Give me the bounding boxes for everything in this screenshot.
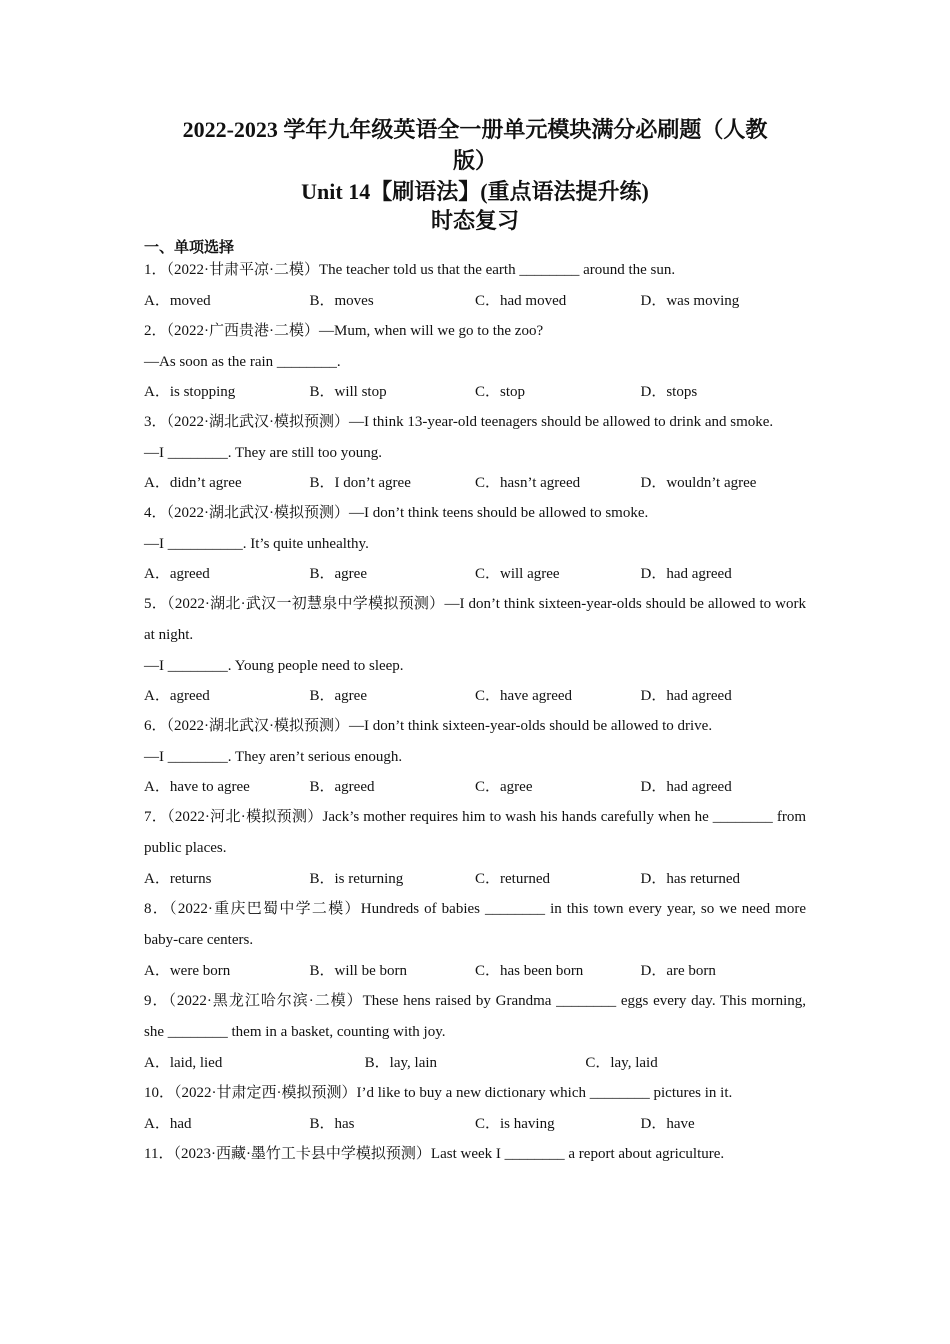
option-b: B．has [309, 1116, 355, 1132]
answer-line: —I __________. It’s quite unhealthy. [144, 536, 369, 552]
option-row [144, 286, 806, 316]
option-a: A．were born [144, 963, 231, 979]
question-stem: 8．（2022·重庆巴蜀中学二模）Hundreds of babies ________ in this town every year, so we need more baby-care centers. [144, 901, 806, 948]
option-a: A．agreed [144, 566, 210, 582]
answer-line: —I ________. They aren’t serious enough. [144, 749, 403, 765]
option-a: A．is stopping [144, 384, 236, 400]
option-b: B．agree [309, 688, 367, 704]
option-d: D．are born [640, 963, 716, 979]
option-a: A．have to agree [144, 779, 250, 795]
question-3 [144, 407, 806, 498]
section-heading: 一、单项选择 [144, 240, 235, 256]
answer-line: —I ________. They are still too young. [144, 445, 383, 461]
document-title-line-1: 2022-2023 学年九年级英语全一册单元模块满分必刷题（人教 [182, 117, 768, 142]
question-stem: 2．（2022·广西贵港·二模）—Mum, when will we go to the zoo? [144, 323, 544, 339]
option-c: C．hasn’t agreed [475, 475, 581, 491]
option-d: D．have [640, 1116, 695, 1132]
option-d: D．had agreed [640, 566, 732, 582]
option-c: C．have agreed [475, 688, 573, 704]
option-c: C．is having [475, 1116, 555, 1132]
option-row [144, 1048, 806, 1078]
option-c: C．will agree [475, 566, 560, 582]
option-b: B．I don’t agree [309, 475, 411, 491]
option-b: B．moves [309, 293, 374, 309]
question-stem: 7．（2022·河北·模拟预测）Jack’s mother requires him to wash his hands carefully when he ________ from public places. [144, 809, 806, 856]
option-d: D．has returned [640, 871, 741, 887]
question-6 [144, 711, 806, 802]
option-row [144, 377, 806, 407]
question-stem: 5．（2022·湖北·武汉一初慧泉中学模拟预测）—I don’t think sixteen-year-olds should be allowed to work at night. [144, 596, 806, 643]
question-stem: 3．（2022·湖北武汉·模拟预测）—I think 13-year-old teenagers should be allowed to drink and smoke. [144, 414, 774, 430]
option-row [144, 772, 806, 802]
option-b: B．agree [309, 566, 367, 582]
option-row [144, 864, 806, 894]
option-c: C．stop [475, 384, 526, 400]
option-a: A．laid, lied [144, 1055, 223, 1071]
option-row [144, 681, 806, 711]
question-1 [144, 255, 806, 316]
option-row [144, 559, 806, 589]
option-row [144, 956, 806, 986]
option-c: C．lay, laid [585, 1055, 658, 1071]
option-a: A．didn’t agree [144, 475, 242, 491]
answer-line: —I ________. Young people need to sleep. [144, 658, 404, 674]
option-d: D．was moving [640, 293, 740, 309]
option-b: B．lay, lain [364, 1055, 438, 1071]
question-stem: 1．（2022·甘肃平凉·二模）The teacher told us that the earth ________ around the sun. [144, 262, 676, 278]
question-8 [144, 894, 806, 986]
document-subtitle: Unit 14【刷语法】(重点语法提升练) [301, 179, 649, 204]
question-stem: 10．（2022·甘肃定西·模拟预测）I’d like to buy a new dictionary which ________ pictures in it. [144, 1085, 733, 1101]
document-topic: 时态复习 [430, 208, 519, 233]
option-row [144, 1109, 806, 1139]
question-stem: 11．（2023·西藏·墨竹工卡县中学模拟预测）Last week I ________ a report about agriculture. [144, 1146, 725, 1162]
question-4 [144, 498, 806, 589]
question-11 [144, 1139, 806, 1170]
document-title-line-2: 版） [452, 148, 497, 173]
option-c: C．had moved [475, 293, 567, 309]
answer-line: —As soon as the rain ________. [144, 354, 341, 370]
question-list [144, 255, 806, 1170]
option-a: A．moved [144, 293, 211, 309]
option-row [144, 468, 806, 498]
question-2 [144, 316, 806, 407]
option-b: B．will be born [309, 963, 407, 979]
option-d: D．wouldn’t agree [640, 475, 757, 491]
option-d: D．had agreed [640, 779, 732, 795]
option-b: B．will stop [309, 384, 387, 400]
question-5 [144, 589, 806, 711]
option-b: B．is returning [309, 871, 404, 887]
option-a: A．returns [144, 871, 212, 887]
option-c: C．returned [475, 871, 550, 887]
question-stem: 6．（2022·湖北武汉·模拟预测）—I don’t think sixteen-year-olds should be allowed to drive. [144, 718, 713, 734]
option-a: A．had [144, 1116, 192, 1132]
option-d: D．had agreed [640, 688, 732, 704]
option-d: D．stops [640, 384, 698, 400]
question-9 [144, 986, 806, 1078]
question-7 [144, 802, 806, 894]
question-stem: 4．（2022·湖北武汉·模拟预测）—I don’t think teens should be allowed to smoke. [144, 505, 649, 521]
question-stem: 9．（2022·黑龙江哈尔滨·二模）These hens raised by Grandma ________ eggs every day. This morning, she ________ them in a basket, counting with joy. [144, 993, 806, 1040]
question-10 [144, 1078, 806, 1139]
option-a: A．agreed [144, 688, 210, 704]
option-c: C．has been born [475, 963, 584, 979]
option-c: C．agree [475, 779, 533, 795]
option-b: B．agreed [309, 779, 375, 795]
